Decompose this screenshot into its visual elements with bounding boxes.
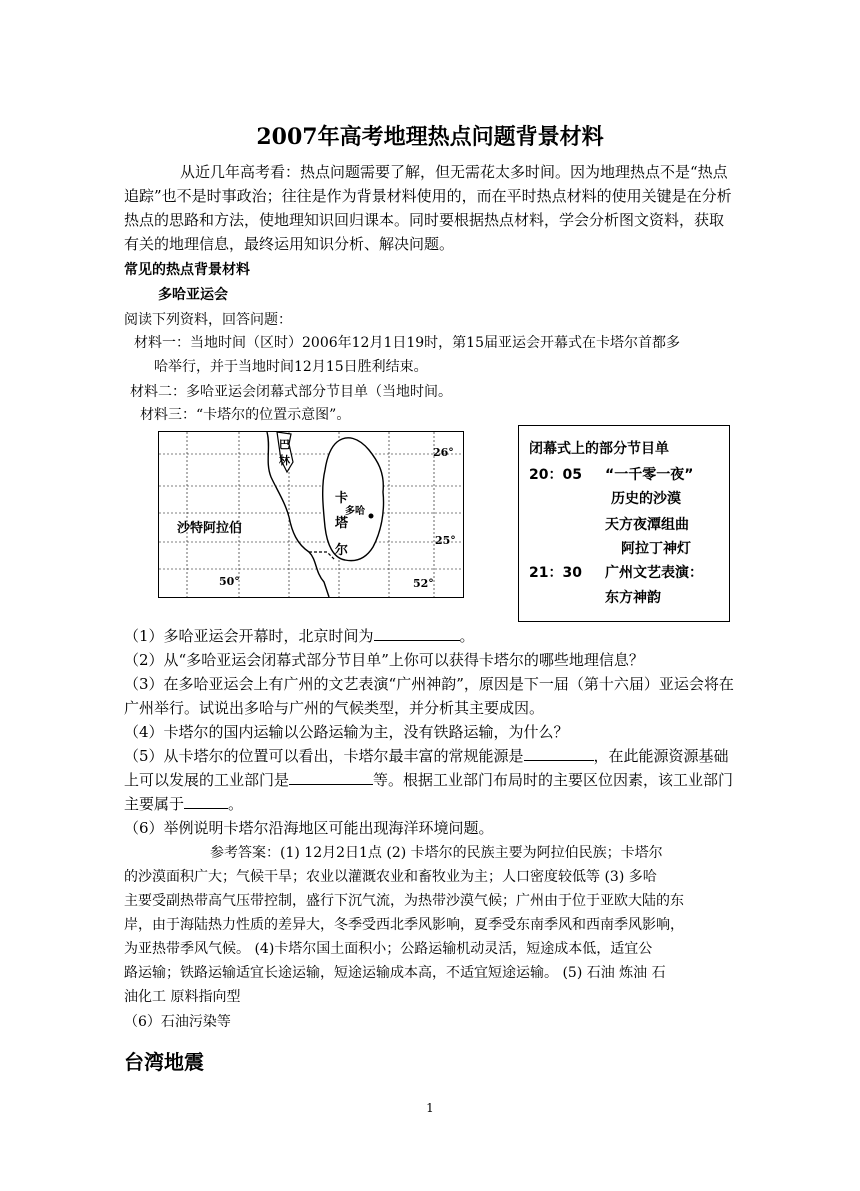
label-qatar-1: 卡	[335, 491, 349, 506]
answer-line-2: 的沙漠面积广大；气候干旱；农业以灌溉农业和畜牧业为主；人口密度较低等 (3) 多哈	[124, 869, 657, 885]
qatar-location-map	[158, 431, 464, 598]
intro-line-1: 从近几年高考看：热点问题需要了解，但无需花太多时间。因为地理热点不是“热点	[180, 163, 728, 181]
answer-blank-5c	[184, 794, 228, 809]
label-saudi-arabia: 沙特阿拉伯	[177, 521, 243, 536]
answer-line-3: 主要受副热带高气压带控制，盛行下沉气流，为热带沙漠气候；广州由于位于亚欧大陆的东	[124, 893, 684, 909]
page-title: 2007年高考地理热点问题背景材料	[256, 124, 604, 150]
program-list-box	[518, 425, 730, 622]
intro-line-3: 热点的思路和方法，使地理知识回归课本。同时要根据热点材料，学会分析图文资料，获取	[124, 211, 725, 229]
label-lat-26: 26°	[433, 446, 454, 459]
answer-blank-5b	[289, 770, 373, 785]
answer-line-1: 参考答案：(1) 12月2日1点 (2) 卡塔尔的民族主要为阿拉伯民族；卡塔尔	[210, 845, 663, 861]
coastline	[267, 432, 329, 597]
question-4: （4）卡塔尔的国内运输以公路运输为主，没有铁路运输，为什么？	[124, 723, 569, 741]
label-lon-52: 52°	[413, 577, 434, 590]
program-item-6: 东方神韵	[605, 590, 661, 606]
map-graphic	[159, 432, 463, 597]
material-2: 材料二：多哈亚运会闭幕式部分节目单（当地时间。	[130, 384, 452, 400]
answer-line-5: 为亚热带季风气候。 (4)卡塔尔国土面积小；公路运输机动灵活，短途成本低，适宜公	[124, 941, 653, 957]
program-item-1: “一千零一夜”	[605, 467, 694, 483]
intro-line-4: 有关的地理信息，最终运用知识分析、解决问题。	[124, 235, 455, 253]
program-title: 闭幕式上的部分节目单	[529, 441, 669, 457]
question-5-line-1: （5）从卡塔尔的位置可以看出，卡塔尔最丰富的常规能源是 ，在此能源资源基础	[124, 747, 729, 765]
intro-line-2: 追踪”也不是时事政治；往往是作为背景材料使用的，而在平时热点材料的使用关键是在分析	[124, 187, 732, 205]
material-3: 材料三：“卡塔尔的位置示意图”。	[140, 407, 351, 423]
question-3-line-1: （3）在多哈亚运会上有广州的文艺表演“广州神韵”，原因是下一届（第十六届）亚运会将在	[124, 675, 734, 693]
program-item-2: 历史的沙漠	[611, 491, 681, 507]
material-1-line-1: 材料一：当地时间（区时）2006年12月1日19时，第15届亚运会开幕式在卡塔尔首都多	[134, 335, 680, 351]
question-5-line-2: 上可以发展的工业部门是 等。根据工业部门布局时的主要区位因素，该工业部门	[124, 771, 734, 789]
page-number: 1	[426, 1101, 434, 1115]
program-item-4: 阿拉丁神灯	[621, 541, 691, 557]
answer-line-4: 岸，由于海陆热力性质的差异大，冬季受西北季风影响，夏季受东南季风和西南季风影响，	[124, 917, 684, 933]
section-heading: 常见的热点背景材料	[124, 262, 250, 278]
question-1: （1）多哈亚运会开幕时，北京时间为 。	[124, 627, 475, 645]
label-doha: 多哈	[345, 506, 365, 517]
material-1-line-2: 哈举行，并于当地时间12月15日胜利结束。	[154, 359, 428, 375]
question-5-line-3: 主要属于 。	[124, 795, 244, 813]
question-6: （6）举例说明卡塔尔沿海地区可能出现海洋环境问题。	[124, 819, 494, 837]
answer-line-6: 路运输；铁路运输适宜长途运输，短途运输成本高，不适宜短途运输。 (5) 石油 炼油 石	[124, 965, 666, 981]
label-lon-50: 50°	[219, 575, 240, 588]
program-time-2: 21：30	[529, 565, 582, 581]
label-lat-25: 25°	[435, 534, 456, 547]
program-time-1: 20：05	[529, 467, 582, 483]
qatar-peninsula	[323, 438, 384, 561]
answer-line-8: （6）石油污染等	[124, 1014, 231, 1030]
answer-line-7: 油化工 原料指向型	[124, 989, 241, 1005]
program-item-3: 天方夜潭组曲	[605, 517, 689, 533]
subsection-heading: 多哈亚运会	[158, 287, 228, 303]
doha-marker	[369, 514, 374, 519]
question-3-line-2: 广州举行。试说出多哈与广州的气候类型，并分析其主要成因。	[124, 699, 545, 717]
answer-blank-1	[374, 626, 460, 641]
label-bahrain-1: 巴	[279, 438, 290, 451]
answer-blank-5a	[524, 746, 594, 761]
question-2: （2）从“多哈亚运会闭幕式部分节目单”上你可以获得卡塔尔的哪些地理信息？	[124, 651, 644, 669]
label-qatar-3: 尔	[335, 543, 349, 558]
program-item-5: 广州文艺表演：	[605, 565, 703, 581]
heading-taiwan-earthquake: 台湾地震	[124, 1050, 204, 1074]
label-qatar-2: 塔	[335, 516, 349, 531]
label-bahrain-2: 林	[279, 454, 290, 467]
read-prompt: 阅读下列资料，回答问题：	[124, 312, 292, 328]
